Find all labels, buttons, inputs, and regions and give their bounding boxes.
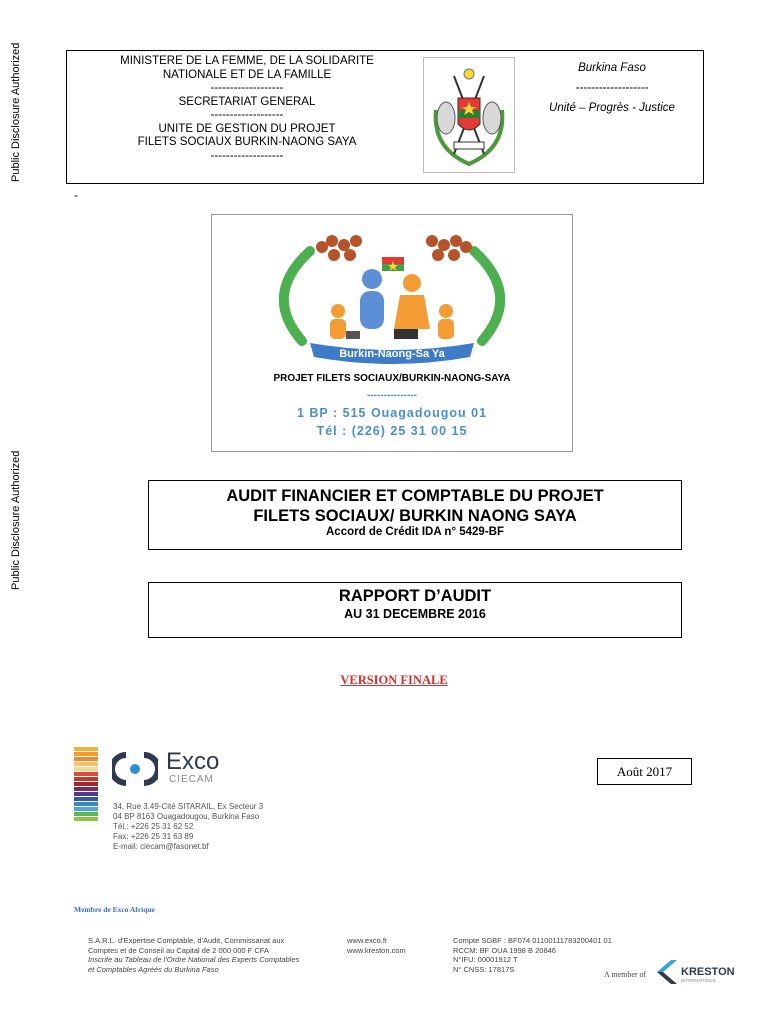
ministry-block xyxy=(77,55,417,163)
report-title-box xyxy=(148,582,682,638)
kreston-subtitle: INTERNATIONAL xyxy=(681,978,717,983)
color-stripe xyxy=(74,767,98,771)
color-stripe xyxy=(74,802,98,806)
ministry-separator: ------------------- xyxy=(210,149,284,162)
logo-banner-text: Burkin-Naong-Sa Ya xyxy=(339,348,445,360)
footer-line: Inscrite au Tableau de l'Ordre National des Experts Comptables xyxy=(88,955,300,964)
unit-line: UNITE DE GESTION DU PROJET xyxy=(158,122,336,135)
fax-line: Fax: +226 25 31 63 89 xyxy=(113,832,194,841)
project-logo-icon xyxy=(212,215,572,365)
phone-line: Tél.: +226 25 31 62 52 xyxy=(113,822,194,831)
exco-color-stripes xyxy=(74,747,98,859)
color-stripe xyxy=(74,817,98,821)
header-box xyxy=(66,50,704,184)
audit-title-line1: AUDIT FINANCIER ET COMPTABLE DU PROJET xyxy=(226,487,604,505)
email-line: E-mail: ciecam@fasonet.bf xyxy=(113,842,209,851)
stray-dash: - xyxy=(74,188,78,202)
audit-title-box xyxy=(148,480,682,550)
project-title: PROJET FILETS SOCIAUX/BURKIN-NAONG-SAYA xyxy=(273,373,511,384)
audit-title-line2: FILETS SOCIAUX/ BURKIN NAONG SAYA xyxy=(253,507,577,525)
project-dashes: --------------- xyxy=(367,390,417,401)
color-stripe xyxy=(74,782,98,786)
coat-of-arms-icon xyxy=(423,57,515,173)
project-address: 1 BP : 515 Ouagadougou 01 xyxy=(296,406,488,420)
country-separator: ------------------- xyxy=(575,82,649,94)
report-title: RAPPORT D’AUDIT xyxy=(338,587,492,605)
color-stripe xyxy=(74,807,98,811)
color-stripe xyxy=(74,757,98,761)
ministry-line: NATIONALE ET DE LA FAMILLE xyxy=(162,68,332,81)
color-stripe xyxy=(74,762,98,766)
exco-subname: CIECAM xyxy=(169,774,214,785)
exco-name: Exco xyxy=(166,748,220,775)
country-name: Burkina Faso xyxy=(578,62,646,74)
footer-line: Comptes et de Conseil au Capital de 2 000 000 F CFA xyxy=(88,945,269,955)
footer-registration xyxy=(453,936,612,974)
country-block xyxy=(523,61,701,115)
ministry-line: MINISTERE DE LA FEMME, DE LA SOLIDARITE xyxy=(120,55,374,67)
version-label: VERSION FINALE xyxy=(340,673,448,687)
side-disclosure-top: Public Disclosure Authorized xyxy=(10,42,22,182)
footer-line: S.A.R.L. d'Expertise Comptable, d'Audit, Commissariat aux xyxy=(88,936,285,945)
rccm-number: RCCM: BF OUA 1998 B 20846 xyxy=(453,945,556,955)
project-phone: Tél : (226) 25 31 00 15 xyxy=(316,424,468,438)
color-stripe xyxy=(74,812,98,816)
color-stripe xyxy=(74,792,98,796)
ministry-separator: ------------------- xyxy=(210,109,284,121)
exco-logo-icon xyxy=(112,751,158,787)
country-motto: Unité – Progrès - Justice xyxy=(549,102,675,114)
cnss-number: N° CNSS: 17817S xyxy=(453,964,515,974)
footer-line: et Comptables Agréés du Burkina Faso xyxy=(88,964,219,974)
report-date-box: Août 2017 xyxy=(597,758,692,785)
website-link[interactable]: www.kreston.com xyxy=(347,945,406,955)
kreston-name: KRESTON xyxy=(681,966,735,978)
footer-company-info xyxy=(88,936,299,974)
side-disclosure-middle: Public Disclosure Authorized xyxy=(10,450,22,590)
exco-address xyxy=(113,802,263,852)
bank-account: Compte SGBF : BF074 01100111783200401 01 xyxy=(453,936,612,945)
color-stripe xyxy=(74,772,98,776)
color-stripe xyxy=(74,787,98,791)
membre-label: Membre de Exco Afrique xyxy=(74,905,155,914)
color-stripe xyxy=(74,747,98,751)
footer-websites xyxy=(347,936,406,955)
kreston-logo-icon xyxy=(653,958,679,986)
color-stripe xyxy=(74,777,98,781)
report-date: AU 31 DECEMBRE 2016 xyxy=(344,607,486,621)
credit-agreement: Accord de Crédit IDA n° 5429-BF xyxy=(326,526,504,538)
ministry-separator: ------------------- xyxy=(210,82,284,94)
color-stripe xyxy=(74,752,98,756)
a-member-of-label: A member of xyxy=(604,970,647,979)
unit-line: FILETS SOCIAUX BURKIN-NAONG SAYA xyxy=(137,136,357,148)
address-line: 04 BP 8163 Ouagadougou, Burkina Faso xyxy=(113,812,260,821)
color-stripe xyxy=(74,797,98,801)
secretariat-line: SECRETARIAT GENERAL xyxy=(178,95,316,108)
website-link[interactable]: www.exco.fr xyxy=(347,936,388,945)
address-line: 34, Rue 3.49-Cité SITARAIL, Ex Secteur 3 xyxy=(113,802,264,811)
project-logo-box xyxy=(211,214,573,452)
ifu-number: N°IFU: 00001912 T xyxy=(453,955,518,964)
